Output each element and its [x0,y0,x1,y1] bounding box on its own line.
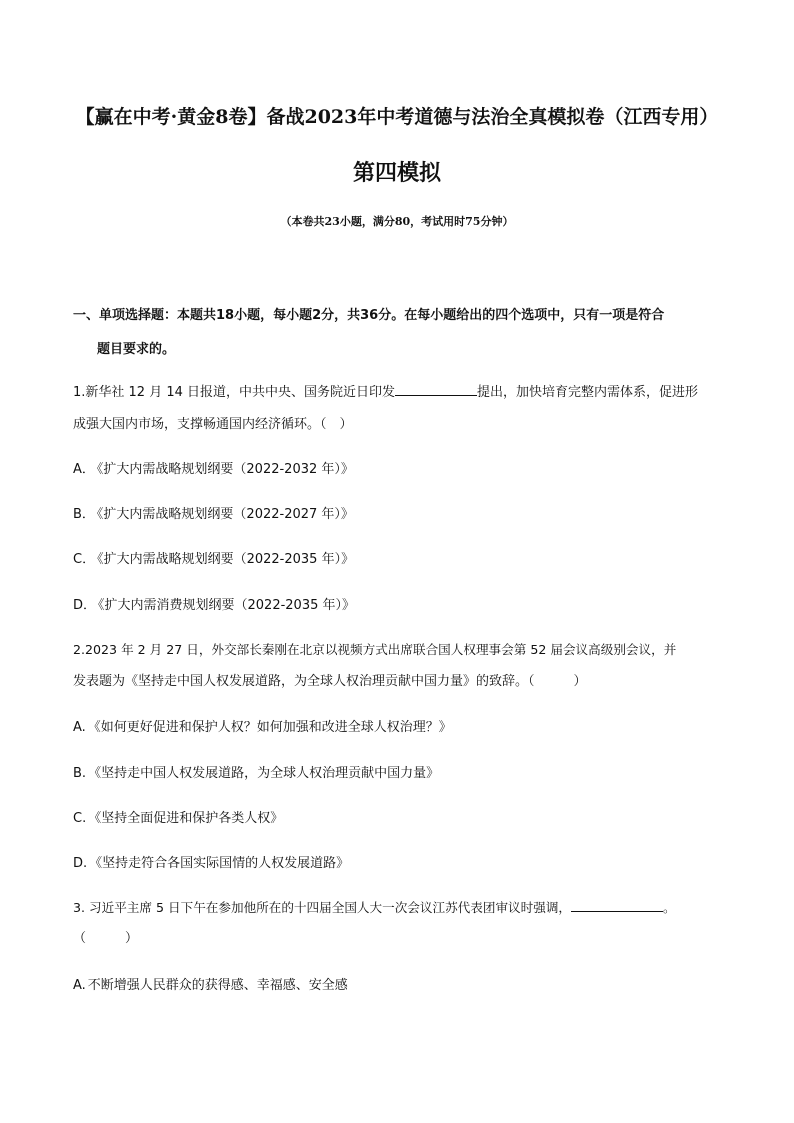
question-1-stem-part1: 1.新华社 12 月 14 日报道，中共中央、国务院近日印发 [73,385,396,400]
question-1-stem-part2: 提出，加快培育完整内需体系，促进形 [477,385,699,400]
option-letter: B. [73,766,87,781]
question-1-option-c [73,548,725,567]
section-heading-line1: 一、单项选择题：本题共18小题，每小题2分，共36分。在每小题给出的四个选项中，只有一项是符合 [73,308,665,323]
question-2-option-d [73,852,725,871]
answer-blank [395,381,477,396]
question-1-stem-line2: 成强大国内市场，支撑畅通国内经济循环。（ ） [73,417,353,432]
option-letter: A. [73,720,86,735]
question-2-option-b [73,762,725,781]
question-3-stem-part1: 3. 习近平主席 5 日下午在参加他所在的十四届全国人大一次会议江苏代表团审议时强调， [73,900,572,915]
exam-title: 【赢在中考·黄金8卷】备战2023年中考道德与法治全真模拟卷（江西专用） [75,106,719,128]
section-heading-line2: 题目要求的。 [97,342,176,357]
option-text: 《坚持走符合各国实际国情的人权发展道路》 [89,856,350,871]
option-letter: C． [73,552,96,567]
option-text: 《扩大内需战略规划纲要（2022-2032 年）》 [96,462,354,477]
option-text: 《扩大内需消费规划纲要（2022-2035 年）》 [98,598,356,613]
question-3-stem-part2: 。 [663,900,676,915]
question-2-option-c [73,807,725,826]
question-3-stem-line1 [73,897,725,916]
option-text: 《扩大内需战略规划纲要（2022-2035 年）》 [97,552,355,567]
question-1-option-b [73,503,725,522]
exam-note: （本卷共23小题，满分80，考试用时75分钟） [280,215,514,228]
option-letter: A. [73,978,86,993]
option-text: 《坚持走中国人权发展道路，为全球人权治理贡献中国力量》 [88,766,440,781]
option-letter: A． [73,462,95,477]
option-text: 《坚持全面促进和保护各类人权》 [88,811,284,826]
option-text: 不断增强人民群众的获得感、幸福感、安全感 [87,978,348,993]
question-1-option-d [73,594,725,613]
exam-subtitle: 第四模拟 [352,161,441,186]
question-2-stem-line2: 发表题为《坚持走中国人权发展道路，为全球人权治理贡献中国力量》的致辞。（ ） [73,674,587,689]
question-3-option-a [73,974,725,993]
option-letter: B． [73,507,95,522]
option-letter: D． [73,598,97,613]
option-letter: C. [73,811,87,826]
option-letter: D. [73,856,88,871]
question-1-option-a [73,458,725,477]
option-text: 《扩大内需战略规划纲要（2022-2027 年）》 [96,507,354,522]
option-text: 《如何更好促进和保护人权？如何加强和改进全球人权治理？》 [87,720,452,735]
answer-blank [571,897,663,912]
question-3-stem-line2: （ ） [73,931,139,946]
question-2-stem-line1: 2.2023 年 2 月 27 日，外交部长秦刚在北京以视频方式出席联合国人权理事会第 52 届会议高级别会议，并 [73,642,677,657]
question-2-option-a [73,716,725,735]
question-1-stem-line1 [73,381,725,400]
